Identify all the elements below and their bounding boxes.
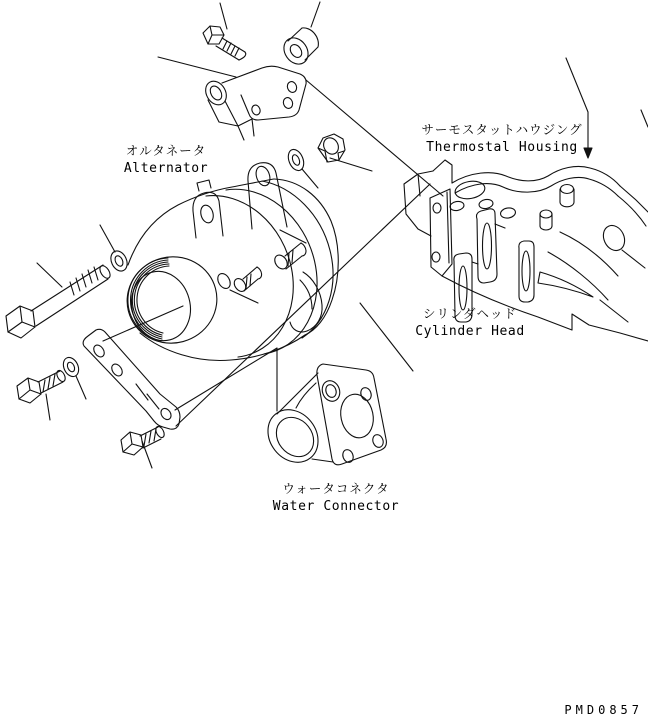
alternator-label-jp: オルタネータ: [125, 143, 207, 158]
cylinder-head-label-jp: シリンダヘッド: [422, 306, 518, 321]
leader-lines: [37, 2, 443, 468]
thermostat-housing-label: [421, 122, 582, 156]
small-bolt-bottom-drawing: [121, 425, 166, 455]
stud-drawing: [232, 267, 262, 294]
cylinder-head-label-en: Cylinder Head: [415, 323, 525, 339]
water-connector-label-jp: ウォータコネクタ: [282, 481, 390, 496]
head-stud-drawing: [560, 185, 574, 207]
stud-drawing: [272, 243, 306, 271]
thermostat-housing-label-jp: サーモスタットハウジング: [421, 122, 583, 137]
nut-drawing: [318, 134, 345, 162]
cylinder-head-label: [415, 306, 525, 340]
alternator-label: [124, 143, 208, 177]
thermostat-housing-label-en: Thermostal Housing: [426, 139, 578, 155]
alternator-drawing: [117, 163, 338, 361]
washer-left-drawing: [108, 248, 130, 273]
alternator-label-en: Alternator: [123, 160, 209, 176]
drawing-code: PMD0857: [564, 703, 643, 717]
head-stud-drawing: [540, 210, 552, 230]
pulley-drawing: [117, 247, 226, 353]
long-bolt-drawing: [6, 264, 112, 338]
washer-top-drawing: [285, 147, 306, 173]
washer-lower-drawing: [60, 355, 81, 379]
spacer-drawing: [279, 28, 318, 69]
top-bolt-drawing: [203, 26, 246, 60]
water-connector-label: [273, 481, 399, 515]
bracket-drawing: [202, 66, 307, 140]
small-bolt-left-drawing: [17, 369, 67, 403]
stay-drawing: [83, 329, 180, 429]
water-connector-label-en: Water Connector: [272, 498, 400, 514]
